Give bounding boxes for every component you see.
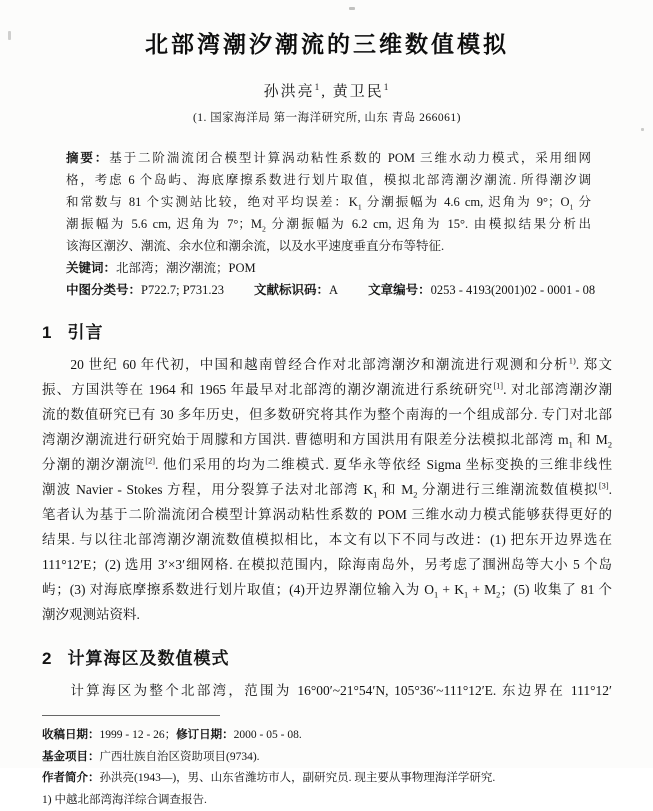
intro-line: 潮波 Navier - Stokes 方程，用分裂算子法对北部湾 $K_1$ 和 $M_2$ 分潮进行三维潮流数值模拟[3]. <box>42 477 612 502</box>
bio-label: 作者简介： <box>42 772 100 784</box>
keywords-label: 关键词： <box>66 261 116 275</box>
keywords-value: 北部湾；潮汐潮流；POM <box>116 261 256 275</box>
abstract-line: 格，考虑 6 个岛屿、海底摩擦系数进行划片取值，模拟北部湾潮汐潮流. 所得潮汐调 <box>66 169 591 191</box>
keywords-line <box>66 257 591 279</box>
section-1-title: 引言 <box>67 323 103 342</box>
abstract-line-text: 基于二阶湍流闭合模型计算涡动粘性系数的 POM 三维水动力模式，采用细网 <box>109 151 591 165</box>
bio-line <box>42 768 612 790</box>
abstract-line: 该海区潮汐、潮流、余水位和潮余流，以及水平速度垂直分布等特征. <box>66 235 591 257</box>
section-2-line: 计算海区为整个北部湾，范围为 16°00′~21°54′N, 105°36′~111°12′E. 东边界在 111°12′ <box>42 678 612 703</box>
intro-line: 结果. 与以往北部湾潮汐潮流数值模拟相比，本文有以下不同与改进：(1) 把东开边界选在 <box>42 527 612 552</box>
intro-line: 湾潮汐潮流进行研究始于周朦和方国洪. 曹德明和方国洪用有限差分法模拟北部湾 $m_1$ 和 $M_2$ <box>42 427 612 452</box>
revised-value: 2000 - 05 - 08. <box>234 729 302 741</box>
authors-line: 孙洪亮$^1$, 黄卫民$^1$ <box>42 80 612 101</box>
section-1-paragraph <box>42 352 612 627</box>
section-2-heading <box>42 644 612 669</box>
intro-line: 潮汐观测站资料. <box>42 602 612 627</box>
intro-line: 20 世纪 60 年代初，中国和越南曾经合作对北部湾潮汐和潮流进行观测和分析$^{1)}$. 郑文 <box>42 352 612 377</box>
intro-line: 流的数值研究已有 30 多年历史，但多数研究将其作为整个南海的一个组成部分. 专门对北部 <box>42 402 612 427</box>
abstract-line <box>66 147 591 169</box>
section-2-title: 计算海区及数值模式 <box>67 649 229 668</box>
doc-code-label: 文献标识码： <box>254 283 329 297</box>
abstract-line: 潮振幅为 5.6 cm, 迟角为 7°；$M_2$ 分潮振幅为 6.2 cm, 迟角为 15°. 由模拟结果分析出 <box>66 213 591 235</box>
fund-line <box>42 747 612 769</box>
received-label: 收稿日期： <box>42 729 100 741</box>
clc-value: P722.7; P731.23 <box>141 283 224 297</box>
meta-line <box>66 279 591 301</box>
footnote-1-line: 1) 中越北部湾海洋综合调查报告. <box>42 790 612 811</box>
intro-line: 分潮的潮汐潮流[2]. 他们采用的均为二维模式. 夏华永等依经 Sigma 坐标变换的三维非线性 <box>42 452 612 477</box>
clc-label: 中图分类号： <box>66 283 141 297</box>
section-2-paragraph <box>42 678 612 703</box>
intro-line: 振、方国洪等在 1964 和 1965 年最早对北部湾的潮汐潮流进行系统研究[1]. 对北部湾潮汐潮 <box>42 377 612 402</box>
received-value: 1999 - 12 - 26； <box>100 729 177 741</box>
paper-title: 北部湾潮汐潮流的三维数值模拟 <box>42 26 612 59</box>
scan-artifact <box>8 31 11 40</box>
section-2-number: 2 <box>42 649 51 668</box>
abstract-block <box>66 147 591 301</box>
scan-artifact <box>349 7 355 10</box>
abstract-line: 和常数与 81 个实测站比较，绝对平均误差：$K_1$ 分潮振幅为 4.6 cm, 迟角为 9°；$O_1$ 分 <box>66 191 591 213</box>
doc-code-value: A <box>329 283 338 297</box>
section-1-heading <box>42 318 612 343</box>
intro-line: 111°12′E；(2) 选用 3′×3′细网格. 在模拟范围内，除海南岛外，另考虑了涠洲岛等大小 5 个岛 <box>42 552 612 577</box>
intro-line: 屿；(3) 对海底摩擦系数进行划片取值；(4)开边界潮位输入为 $O_1 + K_1 + M_2$；(5) 收集了 81 个 <box>42 577 612 602</box>
footnotes-block <box>42 725 612 811</box>
scan-artifact <box>641 128 644 131</box>
article-no-value: 0253 - 4193(2001)02 - 0001 - 08 <box>431 283 596 297</box>
intro-line: 笔者认为基于二阶湍流闭合模型计算涡动粘性系数的 POM 三维水动力模式能够获得更好的 <box>42 502 612 527</box>
abstract-label: 摘要： <box>66 151 109 165</box>
received-revised-line <box>42 725 612 747</box>
fund-value: 广西壮族自治区资助项目(9734). <box>100 751 260 763</box>
fund-label: 基金项目： <box>42 751 100 763</box>
article-no-label: 文章编号： <box>368 283 431 297</box>
bio-value: 孙洪亮(1943—)，男、山东省潍坊市人，副研究员. 现主要从事物理海洋学研究. <box>100 772 496 784</box>
section-1-number: 1 <box>42 323 51 342</box>
footnote-divider <box>42 715 220 716</box>
revised-label: 修订日期： <box>176 729 234 741</box>
affiliation-line: (1. 国家海洋局 第一海洋研究所, 山东 青岛 266061) <box>42 109 612 125</box>
